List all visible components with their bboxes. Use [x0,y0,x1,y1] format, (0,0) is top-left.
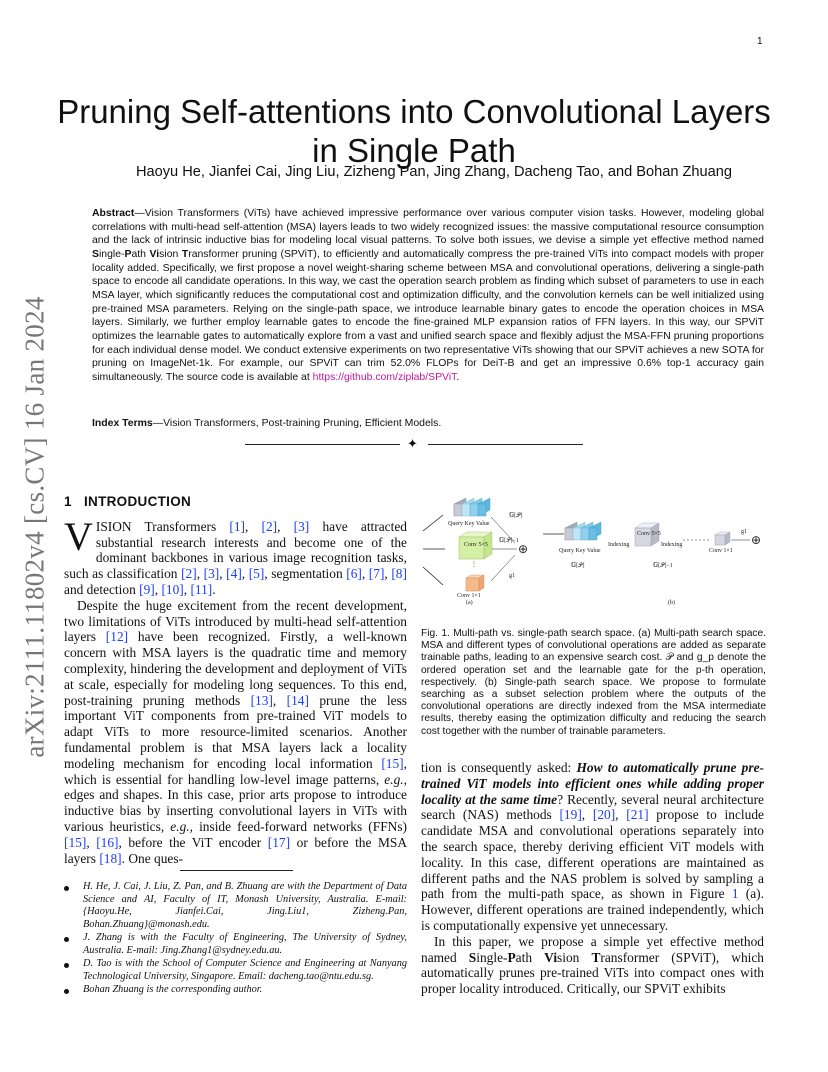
conv5x5-block [459,532,492,559]
citation-link[interactable]: [11] [190,581,213,597]
citation-link[interactable]: [1] [229,518,245,534]
svg-text:Indexing: Indexing [608,542,630,548]
citation-link[interactable]: [19] [559,807,582,823]
section-heading: 1 INTRODUCTION [64,494,192,509]
index-terms: Index Terms—Vision Transformers, Post-training Pruning, Efficient Models. [92,418,442,429]
citation-link[interactable]: [18] [99,850,122,866]
qkv-blocks-b [565,522,601,540]
right-paragraph-1: tion is consequently asked: How to automatically prune pre-trained ViT models into efficient ones while adding proper locality at the same time? Recently, several neural architecture search (NAS) methods [19], [20], [21] propose to include candidate MSA and convolutional operations separately into the search space, thereby deriving efficient ViT models with locality. In this case, different operations are maintained as different paths and the NAS problem is solved by sampling a path from the multi-path space, as shown in Figure 1 (a). However, different operations are trained independently, which is computationally expensive yet unnecessary. [421,760,764,933]
svg-text:(b): (b) [668,600,675,606]
svg-text:Query Key Value: Query Key Value [448,521,490,527]
footnote: D. Tao is with the School of Computer Science and Engineering at Nanyang Technological University, Singapore. Email: dacheng.tao@ntu.edu.sg. [64,958,407,983]
svg-text:𝔾[𝒫]−1: 𝔾[𝒫]−1 [653,563,673,569]
svg-text:Query Key Value: Query Key Value [559,548,601,554]
citation-link[interactable]: [7] [368,566,385,582]
citation-link[interactable]: [12] [105,629,129,645]
citation-link[interactable]: [3] [203,566,220,582]
add-icon: ⊕ [518,542,529,556]
citation-link[interactable]: [9] [139,581,155,597]
citation-link[interactable]: [14] [286,692,309,708]
page-number: 1 [757,36,763,47]
footnote: H. He, J. Cai, J. Liu, Z. Pan, and B. Zhuang are with the Department of Data Science and AI, Faculty of IT, Monash University, Australia. E-mail: {Haoyu.He, Jianfei.Cai, Jing.Liu1, Zizheng.Pan, Bohan.Zhuang}@monash.edu. [64,881,407,931]
citation-link[interactable]: [3] [293,518,310,534]
citation-link[interactable]: [17] [267,834,291,850]
footnote: Bohan Zhuang is the corresponding author. [64,984,407,997]
citation-link[interactable]: [20] [592,807,616,823]
abstract: Abstract—Vision Transformers (ViTs) have achieved impressive performance over various computer vision tasks. However, modeling global correlations with multi-head self-attention (MSA) layers leads to two widely recognized issues: the massive computational resource consumption and the lack of intrinsic inductive bias for modeling local visual patterns. To solve both issues, we devise a simple yet effective method named Single-Path Vision Transformer pruning (SPViT), to efficiently and automatically compress the pre-trained ViTs into compact models with proper locality added. Specifically, we first propose a novel weight-sharing scheme between MSA and convolutional operations, delivering a single-path space to encode all candidate operations. In this way, we cast the operation search problem as finding which subset of parameters to use in each MSA layer, which significantly reduces the computational cost and optimization difficulty, and the convolution kernels can be well initialized using pre-trained MSA parameters. Relying on the single-path space, we introduce learnable binary gates to encode the operation choices in MSA layers. Similarly, we further employ learnable gates to encode the fine-grained MLP expansion ratios of FFN layers. In this way, our SPViT optimizes the learnable gates to automatically explore from a vast and unified search space and flexibly adjust the MSA-FFN pruning proportions for each individual dense model. We conduct extensive experiments on two representative ViTs showing that our SPViT achieves a new SOTA for pruning on ImageNet-1k. For example, our SPViT can trim 52.0% FLOPs for DeiT-B and get an impressive 0.6% top-1 accuracy gain simultaneously. The source code is available at https://github.com/ziplab/SPViT. [92,208,764,383]
svg-text:𝔾[𝒫]: 𝔾[𝒫] [571,563,585,569]
citation-link[interactable]: [5] [248,566,265,582]
figure-ref-link[interactable]: 1 [731,886,739,902]
arxiv-identifier: arXiv:2111.11802v4 [cs.CV] 16 Jan 2024 [19,296,50,758]
multi-path-panel [423,498,528,606]
citation-link[interactable]: [13] [250,692,273,708]
svg-text:Conv 5×5: Conv 5×5 [637,531,661,537]
citation-link[interactable]: [8] [391,566,407,582]
citation-link[interactable]: [2] [261,518,278,534]
single-path-panel [543,522,761,606]
left-column [64,494,407,866]
footnote-rule [180,870,293,871]
intro-paragraph-2: Despite the huge excitement from the recent development, two limitations of ViTs introduced by multi-head self-attention layers [12] have been recognized. Firstly, a well-known concern with MSA layers is the quadratic time and memory complexity, hindering the development and deployment of ViTs at scale, especially for modeling long sequences. To this end, post-training pruning methods [13], [14] prune the less important ViT components from pre-trained ViT models to adapt ViTs to more resource-limited scenarios. Another fundamental problem is that MSA layers lack a locality modeling mechanism for encoding local information [15], which is essential for handling low-level image patterns, e.g., edges and shapes. In this case, prior arts propose to introduce inductive bias by inserting convolutional layers in ViTs with various heuristics, e.g., inside feed-forward networks (FFNs) [15], [16], before the ViT encoder [17] or before the MSA layers [18]. One ques- [64,597,408,866]
svg-text:𝔾[𝒫]−1: 𝔾[𝒫]−1 [499,538,519,544]
footnotes [64,881,407,998]
arxiv-sidebar [10,292,60,762]
citation-link[interactable]: [2] [181,566,197,582]
citation-link[interactable]: [15] [64,834,87,850]
right-paragraph-2: In this paper, we propose a simple yet effective method named Single-Path Vision Transformer (SPViT), which automatically prunes pre-trained ViTs into compact ones with proper locality introduced. Critically, our SPViT exhibits [421,933,764,997]
citation-link[interactable]: [15] [381,755,404,771]
section-divider [245,437,583,453]
add-icon: ⊕ [751,533,762,547]
source-code-link[interactable]: https://github.com/ziplab/SPViT [312,371,457,383]
svg-text:(a): (a) [466,600,473,606]
conv1x1-block-b [715,532,730,545]
svg-text:𝔾[𝒫]: 𝔾[𝒫] [509,513,523,519]
figure-1-diagram [421,495,766,610]
index-terms-label: Index Terms [92,418,153,429]
abstract-label: Abstract [92,208,135,219]
citation-link[interactable]: [4] [226,566,242,582]
conv5x5-block-b [635,523,661,546]
conv1x1-block [466,575,484,591]
drop-cap: V [64,513,93,559]
citation-link[interactable]: [21] [626,807,649,823]
figure-caption: Fig. 1. Multi-path vs. single-path search space. (a) Multi-path search space. MSA and different types of convolutional operations are added as separate trainable paths, leading to an expensive search cost. 𝒫 and g_p denote the ordered operation set and the learnable gate for the p-th operation, respectively. (b) Single-path search space. We propose to formulate searching as a subset selection problem where the outputs of the convolutional operations are directly indexed from the MSA intermediate results, thereby easing the optimization difficulty and reducing the search cost together with the number of trainable parameters. [421,628,766,737]
footnote: J. Zhang is with the Faculty of Engineering, The University of Sydney, Australia. E-mail: Jing.Zhang1@sydney.edu.au. [64,932,407,957]
right-column [421,760,764,997]
divider-ornament-icon: ✦ [407,436,418,451]
qkv-blocks [454,498,490,516]
svg-text:g1: g1 [509,573,515,579]
svg-text:g1: g1 [741,529,747,535]
svg-text:Indexing: Indexing [661,542,683,548]
author-list: Haoyu He, Jianfei Cai, Jing Liu, Zizheng Pan, Jing Zhang, Dacheng Tao, and Bohan Zhuang [135,164,733,180]
intro-paragraph-1: VISION Transformers [1], [2], [3] have attracted substantial research interests and become one of the dominant backbones in various image recognition tasks, such as classification [2], [3], [4], [5], segmentation [6], [7], [8] and detection [9], [10], [11]. [64,513,407,597]
citation-link[interactable]: [6] [346,566,362,582]
citation-link[interactable]: [16] [96,834,119,850]
svg-text:Conv 1×1: Conv 1×1 [709,548,733,554]
citation-link[interactable]: [10] [161,581,184,597]
svg-text:Conv 1×1: Conv 1×1 [457,593,481,599]
svg-text:⋮: ⋮ [471,562,477,568]
paper-title: Pruning Self-attentions into Convolutional Layers in Single Path [57,93,771,170]
svg-text:Conv 5×5: Conv 5×5 [464,542,488,548]
